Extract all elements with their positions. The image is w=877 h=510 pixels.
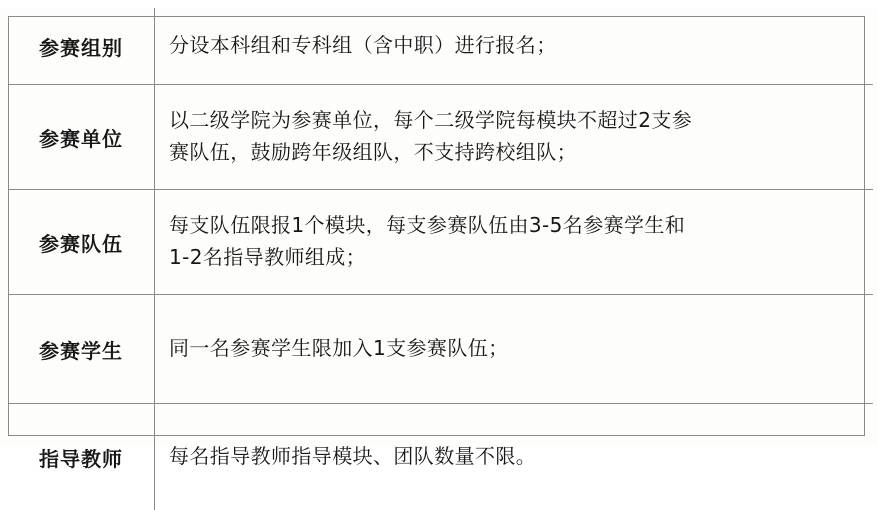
row-content-unit	[155, 85, 874, 190]
row-content-student	[155, 295, 874, 404]
row-content-teacher	[155, 404, 874, 510]
row-label-unit: 参赛单位	[8, 85, 155, 190]
row-label-team: 参赛队伍	[8, 190, 155, 295]
content-line: 分设本科组和专科组（含中职）进行报名；	[169, 30, 863, 62]
row-label-teacher: 指导教师	[8, 404, 155, 510]
content-line: 赛队伍，鼓励跨年级组队，不支持跨校组队；	[169, 137, 863, 169]
table-row	[8, 8, 873, 85]
table-row	[8, 190, 873, 295]
competition-rules-table	[8, 8, 873, 510]
content-line: 以二级学院为参赛单位，每个二级学院每模块不超过2支参	[169, 105, 863, 137]
row-content-group	[155, 8, 874, 85]
content-line: 每支队伍限报1个模块，每支参赛队伍由3-5名参赛学生和	[169, 210, 863, 242]
row-label-group: 参赛组别	[8, 8, 155, 85]
table-row	[8, 404, 873, 510]
table-row	[8, 295, 873, 404]
table-row	[8, 85, 873, 190]
content-line: 每名指导教师指导模块、团队数量不限。	[169, 441, 863, 473]
row-content-team	[155, 190, 874, 295]
content-line: 同一名参赛学生限加入1支参赛队伍；	[169, 333, 863, 365]
content-line: 1-2名指导教师组成；	[169, 242, 863, 274]
document-page	[0, 8, 877, 446]
row-label-student: 参赛学生	[8, 295, 155, 404]
